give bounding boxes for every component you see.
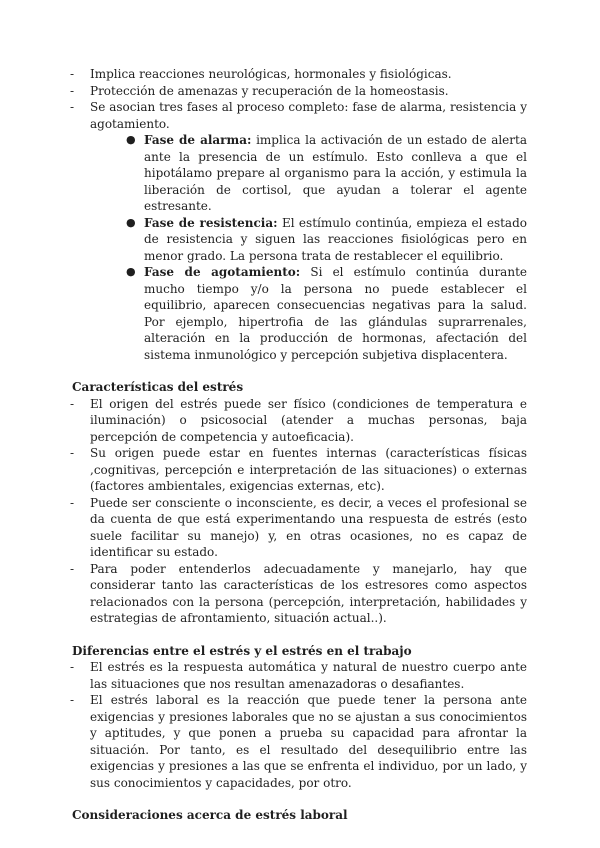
phase-item-alarm [126,132,527,215]
phase-item-resistance [126,215,527,265]
dash-marker: - [70,495,75,510]
list-item: - El estrés es la respuesta automática y natural de nuestro cuerpo ante las situaciones que nos resultan amenazadoras o desafiantes. [70,660,527,691]
dash-marker: - [70,67,75,81]
section-heading-characteristics: Características del estrés [72,380,244,394]
list-item: - Se asocian tres fases al proceso completo: fase de alarma, resistencia y agotamiento. ● Fase de alarma: implica la activación de un estado de alerta ante la presencia de un estímulo. Esto conlleva a que el hipotálamo prepare al organismo para la acción, y estimula la liberación de cortisol, que ayudan a tolerar el agente estresante. ● Fase de resistencia: El estímulo continúa, empieza el estado de resistencia y siguen las reacciones fisiológicas pero en menor grado. La persona trata de restablecer el equilibrio. ● Fase de agotamiento: Si el estímulo continúa durante mucho tiempo y/o la persona no puede establecer el equilibrio, aparecen consecuencias negativas para la salud. Por ejemplo, hipertrofia de las glándulas suprarrenales, alteración en la producción de hormonas, afectación del sistema inmunológico y percepción subjetiva displacentera. [70,100,527,362]
bullet-marker: ● [126,265,136,278]
bullet-marker: ● [126,133,136,146]
phase-text: Si el estímulo continúa durante mucho tiempo y/o la persona no puede establecer el equilibrio, aparecen consecuencias negativas para la salud. Por ejemplo, hipertrofia de las glándulas suprarrenales, alteración en la producción de hormonas, afectación del sistema inmunológico y percepción subjetiva displacentera. [144,265,527,362]
phases-list [90,132,527,363]
phase-label: Fase de resistencia: [144,215,278,230]
dash-marker: - [70,83,75,98]
list-item: - Protección de amenazas y recuperación de la homeostasis. [70,83,449,98]
dash-marker: - [70,446,75,460]
phase-item-exhaustion [126,264,527,363]
dash-marker: - [70,693,75,707]
list-item: - Puede ser consciente o inconsciente, es decir, a veces el profesional se da cuenta de que está experimentando una respuesta de estrés (esto suele facilitar su manejo) y, en otras ocasiones, no es capaz de identificar su estado. [70,495,527,559]
phase-text: implica la activación de un estado de alerta ante la presencia de un estímulo. Esto conlleva a que el hipotálamo prepare al organismo para la acción, y estimula la liberación de cortisol, que ayudan a tolerar el agente estresante. [144,133,527,213]
phase-label: Fase de agotamiento: [144,265,301,279]
phase-label: Fase de alarma: [144,133,252,147]
intro-list [0,66,527,363]
list-item: - El estrés laboral es la reacción que puede tener la persona ante exigencias y presiones laborales que no se ajustan a sus conocimientos y aptitudes, y que ponen a prueba su capacidad para afrontar la situación. Por tanto, es el resultado del desequilibrio entre las exigencias y presiones a las que se enfrenta el individuo, por un lado, y sus conocimientos y capacidades, por otro. [70,693,527,790]
section-heading-considerations: Consideraciones acerca de estrés laboral [72,808,348,822]
characteristics-list [0,396,527,627]
bullet-marker: ● [126,215,136,229]
document-page [0,66,600,824]
dash-marker: - [70,396,75,411]
dash-marker: - [70,660,75,674]
section-heading-differences: Diferencias entre el estrés y el estrés en el trabajo [72,643,412,658]
list-item: - El origen del estrés puede ser físico (condiciones de temperatura e iluminación) o psicosocial (atender a muchas personas, baja percepción de competencia y autoeficacia). [70,396,527,444]
dash-marker: - [70,100,75,114]
dash-marker: - [70,561,75,576]
list-item: - Implica reacciones neurológicas, hormonales y fisiológicas. [70,67,452,81]
phase-text: El estímulo continúa, empieza el estado de resistencia y siguen las reacciones fisiológicas pero en menor grado. La persona trata de restablecer el equilibrio. [144,215,527,263]
list-item: - Para poder entenderlos adecuadamente y manejarlo, hay que considerar tanto las características de los estresores como aspectos relacionados con la persona (percepción, interpretación, habilidades y estrategias de afrontamiento, situación actual..). [70,561,527,625]
list-item: - Su origen puede estar en fuentes internas (características físicas ,cognitivas, percepción e interpretación de las situaciones) o externas (factores ambientales, exigencias externas, etc). [70,446,527,493]
differences-list [0,659,527,791]
